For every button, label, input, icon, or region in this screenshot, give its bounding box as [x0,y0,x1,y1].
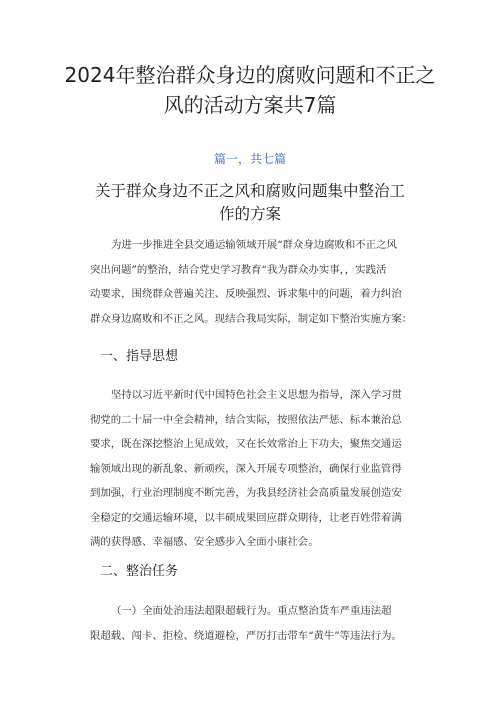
guiding-line: 要求，既在深挖整治上见成效，又在长效常治上下功夫，聚焦交通运 [90,438,402,450]
article-title-line-2: 作的方案 [218,205,281,223]
intro-line: 突出问题”的整治，结合党史学习教育“我为群众办实事，，实践活 [90,263,387,276]
document-title-line-1: 2024年整治群众身边的腐败问题和不正之 [64,63,436,87]
document-title-line-2: 风的活动方案共7篇 [163,93,337,117]
guiding-line: 彻党的二十届一中全会精神，结合实际，按照依法严惩、标本兼治总 [90,413,402,426]
guiding-line: 全稳定的交通运输环境，以丰硕成果回应群众期待，让老百姓带着满 [90,511,402,524]
task-line: （一）全面处治违法超限超载行为。重点整治货车严重违法超 [111,605,392,617]
guiding-line: 满的获得感、幸福感、安全感步入全面小康社会。 [90,536,319,548]
section-label: 篇一，共七篇 [213,152,286,166]
heading-guiding-thought: 一、指导思想 [100,349,179,364]
document-title [40,60,460,120]
intro-paragraph [90,233,436,331]
heading-rectification-tasks: 二、整治任务 [100,564,179,579]
intro-line: 动要求，围绕群众普遍关注、反映强烈、诉求集中的问题，着力纠治 [90,288,402,300]
intro-line: 为进一步推进全县交通运输领域开展“群众身边腐败和不正之风 [111,239,397,251]
guiding-line: 坚持以习近平新时代中国特色社会主义思想为指导，深入学习贯 [111,389,402,401]
tasks-paragraph [90,599,436,648]
task-line: 限超载、闯卡、拒检、绕道避检，严厉打击带车“黄牛”等违法行为。 [90,629,402,642]
intro-line: 群众身边腐败和不正之风。现结合我局实际，制定如下整治实施方案： [90,312,413,325]
guiding-line: 输领域出现的新乱象、新顽疾，深入开展专项整治，确保行业监管得 [90,462,402,475]
article-title [60,180,440,226]
article-title-line-1: 关于群众身边不正之风和腐败问题集中整治工 [94,182,405,200]
guiding-line: 到加强，行业治理制度不断完善，为我县经济社会高质量发展创造安 [90,487,402,499]
guiding-thought-paragraph [90,383,436,555]
